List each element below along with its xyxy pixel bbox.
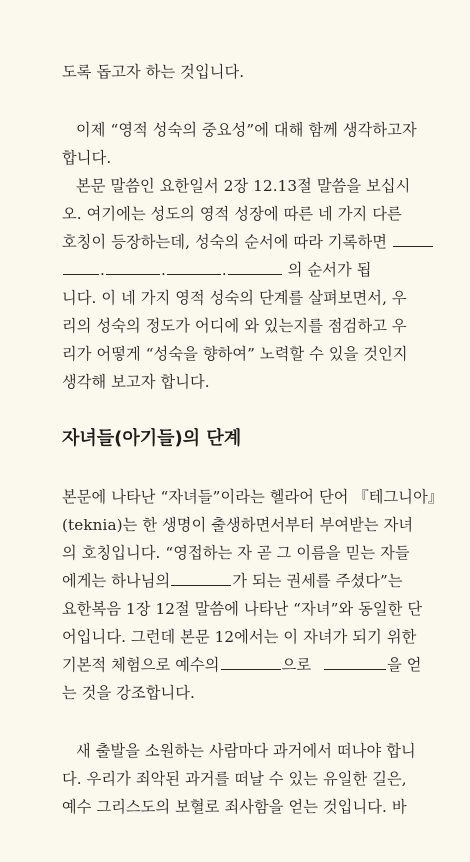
paragraph-line: 의 호칭입니다. “영접하는 자 곧 그 이름을 믿는 자들 [62, 544, 410, 562]
paragraph-line: 도록 돕고자 하는 것입니다. [62, 63, 245, 81]
fill-in-line [62, 571, 420, 591]
paragraph-text: 기본적 체험으로 예수의 [62, 656, 220, 674]
paragraph-line: 는 것을 강조합니다. [62, 684, 195, 702]
paragraph-text: 의 순서가 됩 [287, 261, 372, 279]
fill-in-blank [63, 260, 99, 275]
fill-in-blank [228, 260, 282, 275]
paragraph-line: (teknia)는 한 생명이 출생하면서부터 부여받는 자녀 [62, 516, 414, 534]
fill-in-blank [393, 232, 433, 247]
paragraph-text: 가 되는 권세를 주셨다”는 [232, 572, 403, 590]
paragraph-line: 합니다. [62, 149, 112, 167]
paragraph-line: 어입니다. 그런데 본문 12에서는 이 자녀가 되기 위한 [62, 628, 417, 646]
separator: . [160, 261, 166, 279]
fill-in-blank [167, 260, 221, 275]
fill-in-blank [106, 260, 160, 275]
paragraph-text: 에게는 하나님의 [62, 572, 171, 590]
paragraph-text: 호칭이 등장하는데, 성숙의 순서에 따라 기록하면 [62, 233, 387, 251]
fill-in-blank [324, 655, 386, 670]
paragraph-line: 다. 우리가 죄악된 과거를 떠날 수 있는 유일한 길은, [62, 770, 407, 788]
section-heading: 자녀들(아기들)의 단계 [62, 428, 242, 449]
paragraph-line: 요한복음 1장 12절 말씀에 나타난 “자녀”와 동일한 단 [62, 600, 423, 618]
fill-in-line [62, 232, 420, 252]
paragraph-line: 리의 성숙의 정도가 어디에 와 있는지를 점검하고 우 [62, 317, 407, 335]
paragraph-line: 오. 여기에는 성도의 영적 성장에 따른 네 가지 다른 [62, 205, 402, 223]
paragraph-text: 으로 [281, 656, 312, 674]
fill-in-line [62, 655, 420, 675]
paragraph-line: 니다. 이 네 가지 영적 성숙의 단계를 살펴보면서, 우 [62, 289, 407, 307]
fill-in-blank [171, 571, 231, 586]
paragraph-line: 새 출발을 소원하는 사람마다 과거에서 떠나야 합니 [76, 742, 416, 760]
fill-in-blank [221, 655, 281, 670]
paragraph-line: 예수 그리스도의 보혈로 죄사함을 얻는 것입니다. 바 [62, 798, 407, 816]
paragraph-line: 본문 말씀인 요한일서 2장 12.13절 말씀을 보십시 [76, 177, 411, 195]
separator: . [100, 261, 105, 279]
fill-in-line [62, 260, 420, 280]
paragraph-line: 생각해 보고자 합니다. [62, 373, 210, 391]
paragraph-text: 을 얻 [387, 656, 422, 674]
separator: . [221, 261, 227, 279]
paragraph-line: 본문에 나타난 “자녀들”이라는 헬라어 단어 『테그니아』 [62, 488, 444, 506]
paragraph-line: 이제 “영적 성숙의 중요성”에 대해 함께 생각하고자 [76, 121, 417, 139]
paragraph-line: 리가 어떻게 “성숙을 향하여” 노력할 수 있을 것인지 [62, 345, 408, 363]
